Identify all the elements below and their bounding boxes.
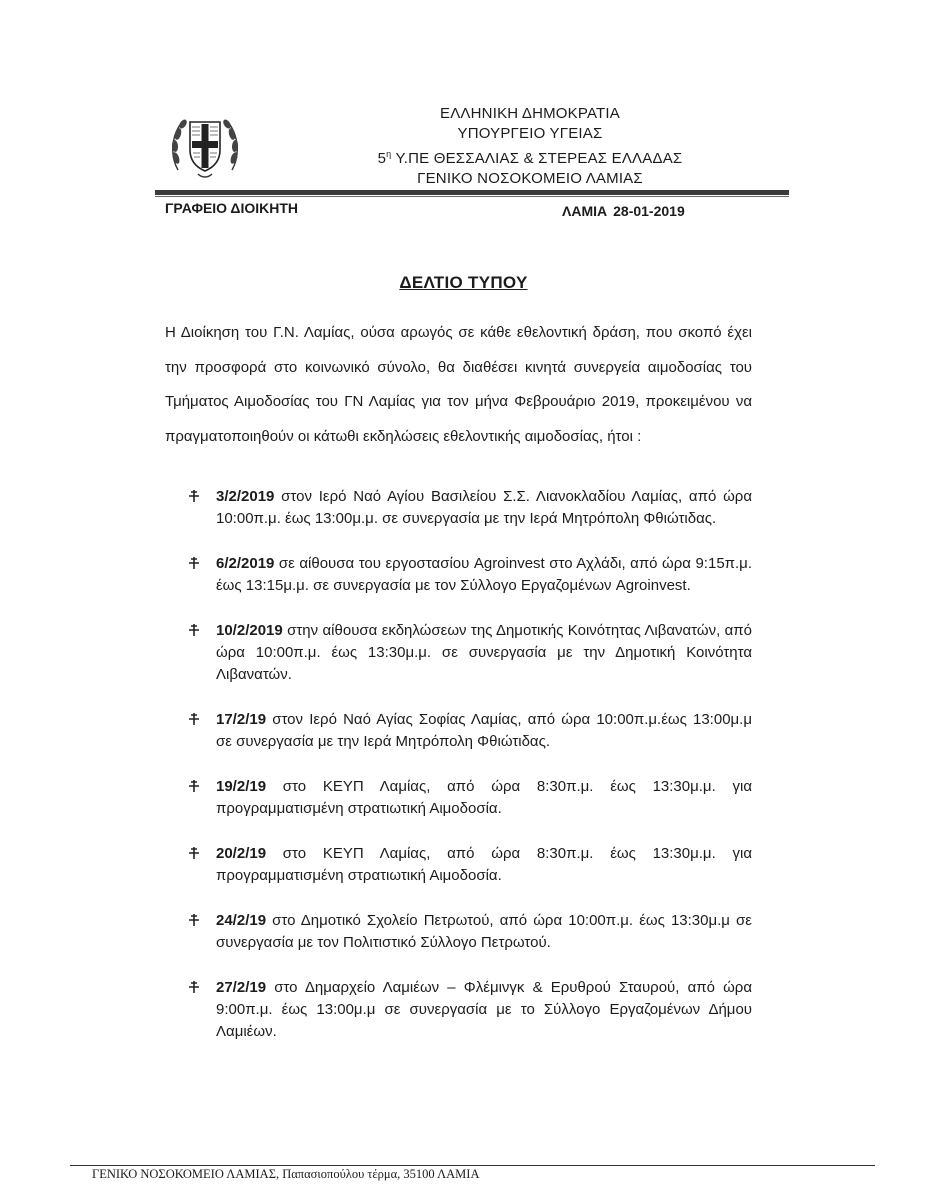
office-label: ΓΡΑΦΕΙΟ ΔΙΟΙΚΗΤΗ (165, 200, 299, 216)
intro-paragraph: Η Διοίκηση του Γ.Ν. Λαμίας, ούσα αρωγός σε κάθε εθελοντική δράση, που σκοπό έχει την προσφορά στο κοινωνικό σύνολο, θα διαθέσει κινητά συνεργεία αιμοδοσίας του Τμήματος Αιμοδοσίας του ΓΝ Λαμίας για τον μήνα Φεβρουάριο 2019, προκειμένου να πραγματοποιηθούν οι κάτωθι εκδηλώσεις εθελοντικής αιμοδοσίας, ήτοι : (165, 324, 752, 445)
event-description: σε αίθουσα του εργοστασίου Agroinvest στο Αχλάδι, από ώρα 9:15π.μ. έως 13:15μ.μ. σε συνεργασία με τον Σύλλογο Εργαζομένων Agroinvest. (216, 555, 752, 594)
letterhead (340, 104, 720, 189)
pin-bullet-icon (186, 712, 202, 726)
event-description: στην αίθουσα εκδηλώσεων της Δημοτικής Κοινότητας Λιβανατών, από ώρα 10:00π.μ. έως 13:30μ.μ. σε συνεργασία με την Δημοτική Κοινότητα Λιβανατών. (216, 622, 752, 683)
list-item (186, 843, 752, 887)
dateline-date: 28-01-2019 (613, 203, 685, 219)
event-date: 27/2/19 (216, 979, 267, 996)
event-description: στο Δημαρχείο Λαμιέων – Φλέμινγκ & Ερυθρού Σταυρού, από ώρα 9:00π.μ. έως 13:00μ.μ σε συνεργασία με το Σύλλογο Εργαζομένων Δήμου Λαμιέων. (216, 979, 752, 1040)
list-item (186, 553, 752, 597)
event-date: 17/2/19 (216, 711, 267, 728)
event-description: στον Ιερό Ναό Αγίου Βασιλείου Σ.Σ. Λιανοκλαδίου Λαμίας, από ώρα 10:00π.μ. έως 13:00μ.μ. σε συνεργασία με την Ιερά Μητρόπολη Φθιώτιδας. (216, 488, 752, 527)
event-description: στον Ιερό Ναό Αγίας Σοφίας Λαμίας, από ώρα 10:00π.μ.έως 13:00μ.μ σε συνεργασία με την Ιερά Μητρόπολη Φθιώτιδας. (216, 711, 752, 750)
greek-coat-of-arms-icon (168, 110, 242, 182)
pin-bullet-icon (186, 556, 202, 570)
letterhead-hospital: ΓΕΝΙΚΟ ΝΟΣΟΚΟΜΕΙΟ ΛΑΜΙΑΣ (417, 170, 643, 187)
pin-bullet-icon (186, 980, 202, 994)
dateline-city: ΛΑΜΙΑ (562, 203, 608, 219)
event-description: στο ΚΕΥΠ Λαμίας, από ώρα 8:30π.μ. έως 13:30μ.μ. για προγραμματισμένη στρατιωτική Αιμοδοσία. (216, 845, 752, 884)
event-date: 3/2/2019 (216, 488, 275, 505)
pin-bullet-icon (186, 489, 202, 503)
header-divider (155, 190, 789, 195)
page-title: ΔΕΛΤΙΟ ΤΥΠΟΥ (399, 273, 528, 292)
list-item (186, 910, 752, 954)
letterhead-health-region: $5^\eta$ Υ.ΠΕ ΘΕΣΣΑΛΙΑΣ & ΣΤΕΡΕΑΣ ΕΛΛΑΔΑΣ (377, 149, 683, 167)
pin-bullet-icon (186, 846, 202, 860)
footer-address: ΓΕΝΙΚΟ ΝΟΣΟΚΟΜΕΙΟ ΛΑΜΙΑΣ, Παπασιοπούλου τέρμα, 35100 ΛΑΜΙΑ (92, 1167, 480, 1181)
event-date: 6/2/2019 (216, 555, 275, 572)
list-item (186, 977, 752, 1043)
list-item (186, 486, 752, 530)
footer-divider (70, 1165, 875, 1166)
list-item (186, 776, 752, 820)
pin-bullet-icon (186, 623, 202, 637)
list-item (186, 709, 752, 753)
dateline (562, 203, 691, 219)
pin-bullet-icon (186, 913, 202, 927)
event-date: 24/2/19 (216, 912, 267, 929)
event-date: 19/2/19 (216, 778, 267, 795)
event-date: 20/2/19 (216, 845, 267, 862)
event-description: στο Δημοτικό Σχολείο Πετρωτού, από ώρα 10:00π.μ. έως 13:30μ.μ σε συνεργασία με τον Πολιτιστικό Σύλλογο Πετρωτού. (216, 912, 752, 951)
pin-bullet-icon (186, 779, 202, 793)
letterhead-country: ΕΛΛΗΝΙΚΗ ΔΗΜΟΚΡΑΤΙΑ (440, 105, 620, 122)
header-divider-thin (155, 196, 789, 197)
event-description: στο ΚΕΥΠ Λαμίας, από ώρα 8:30π.μ. έως 13:30μ.μ. για προγραμματισμένη στρατιωτική Αιμοδοσία. (216, 778, 752, 817)
event-date: 10/2/2019 (216, 622, 283, 639)
letterhead-ministry: ΥΠΟΥΡΓΕΙΟ ΥΓΕΙΑΣ (457, 125, 603, 142)
events-list (186, 486, 752, 1066)
list-item (186, 620, 752, 686)
